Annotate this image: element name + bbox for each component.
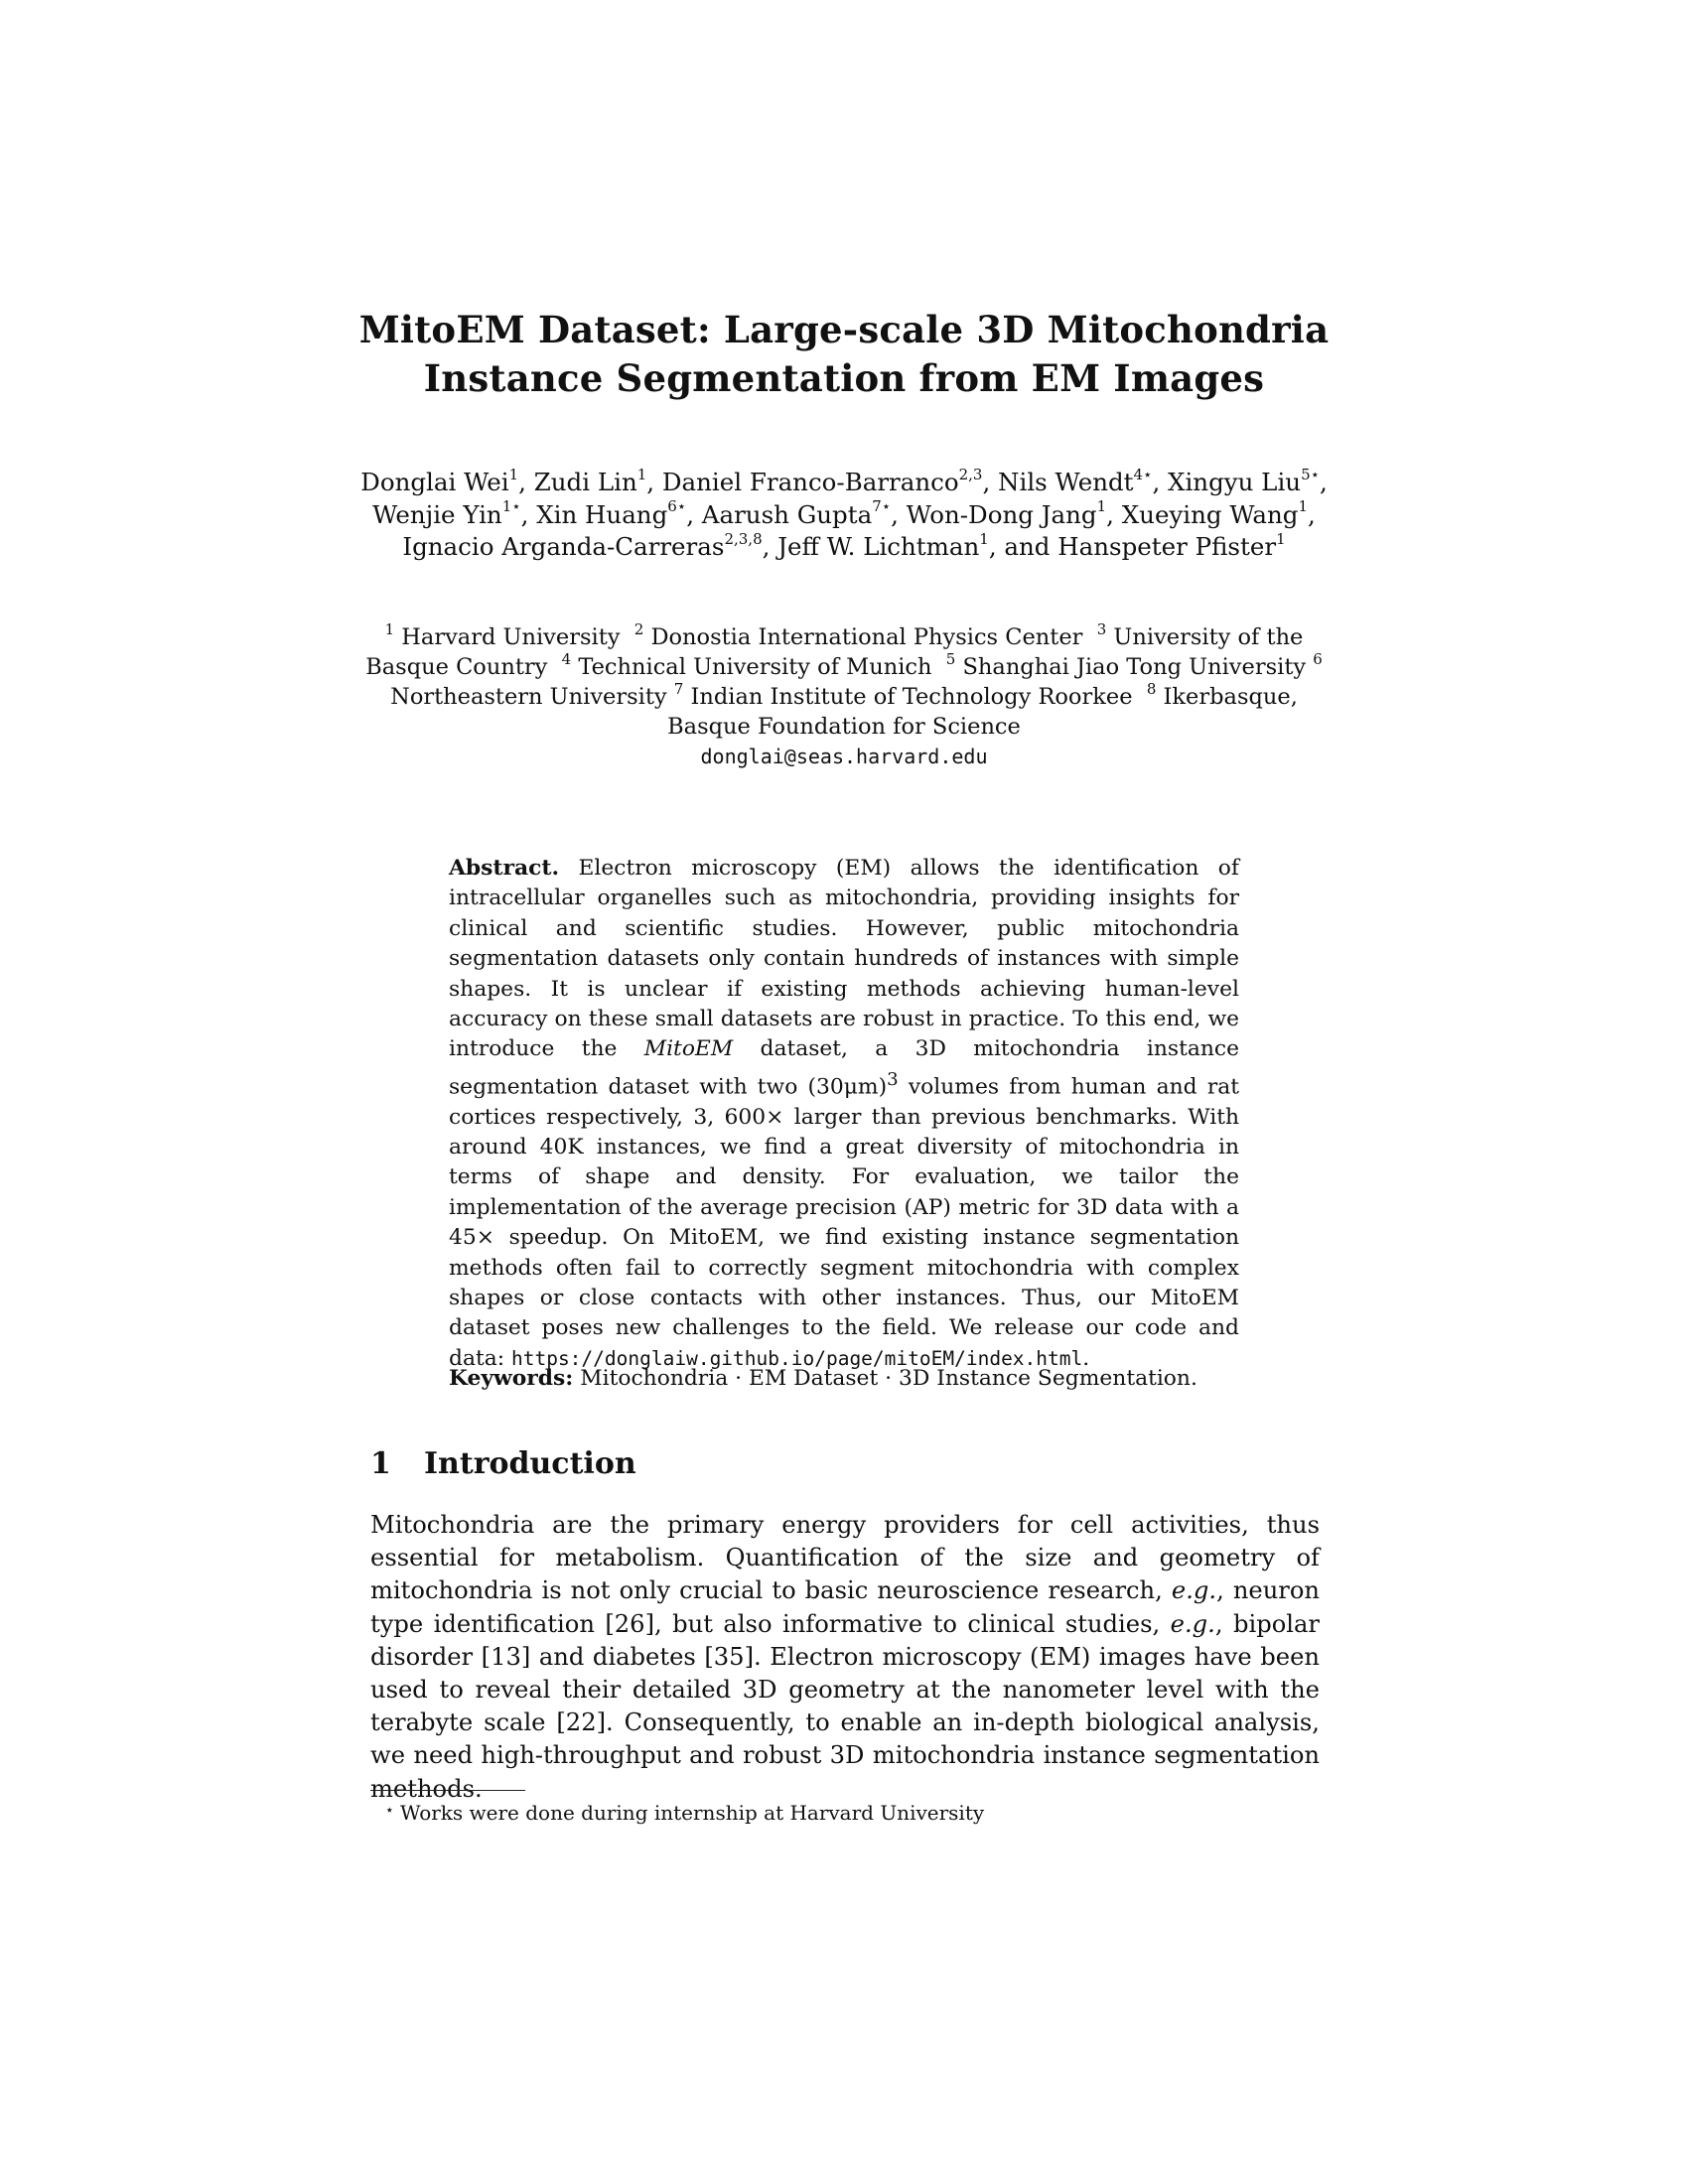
project-url-link[interactable]: https://donglaiw.github.io/page/mitoEM/index.html	[510, 1346, 1083, 1370]
affiliation-list	[357, 619, 1331, 771]
contact-email[interactable]: donglai@seas.harvard.edu	[700, 745, 988, 768]
author: Jeff W. Lichtman$^1$, and	[777, 529, 1058, 561]
affiliation: $^2$ Donostia International Physics Center	[633, 619, 1083, 650]
keywords-text: Mitochondria · EM Dataset · 3D Instance Segmentation.	[580, 1366, 1197, 1391]
author: Xingyu Liu$^{5⋆}$,	[1168, 465, 1328, 496]
intro-paragraph: Mitochondria are the primary energy providers for cell activities, thus essential for metabolism. Quantification of the size and geometry of mitochondria is not only crucial to basic neuroscience research, e.g., neuron type identification [26], but also informative to clinical studies, e.g., bipolar disorder [13] and diabetes [35]. Electron microscopy (EM) images have been used to reveal their detailed 3D geometry at the nanometer level with the terabyte scale [22]. Consequently, to enable an in-depth biological analysis, we need high-throughput and robust 3D mitochondria instance segmentation methods.	[370, 1511, 1320, 1803]
affiliation: $^3$ University of the Basque Country	[365, 619, 1304, 680]
footnote-text: Works were done during internship at Harvard University	[400, 1801, 985, 1825]
author: Donglai Wei$^1$,	[360, 465, 534, 496]
abstract-text: Electron microscopy (EM) allows the identification of intracellular organelles such as mitochondria, providing insights for clinical and scientific studies. However, public mitochondria segmentation datasets only contain hundreds of instances with simple shapes. It is unclear if existing methods achieving human-level accuracy on these small datasets are robust in practice. To this end, we introduce the	[449, 856, 1239, 1062]
keywords	[449, 1364, 1239, 1394]
author: Hanspeter Pfister$^1$	[1057, 529, 1286, 561]
author: Won-Dong Jang$^1$,	[906, 497, 1122, 529]
title-line-1: MitoEM Dataset: Large-scale 3D Mitochondria	[358, 308, 1330, 351]
affiliation: $^6$ Northeastern University	[390, 649, 1323, 710]
affiliation: $^4$ Technical University of Munich	[561, 649, 932, 680]
author: Xin Huang$^{6⋆}$,	[536, 497, 702, 529]
section-title: Introduction	[424, 1446, 636, 1481]
paper-title	[298, 306, 1390, 403]
author: Zudi Lin$^1$,	[533, 465, 662, 496]
affiliation: $^1$ Harvard University	[384, 619, 621, 650]
affiliation: $^8$ Ikerbasque, Basque Foundation for Science	[667, 679, 1298, 740]
footnote-mark: ⋆	[384, 1801, 394, 1819]
affiliation: $^5$ Shanghai Jiao Tong University	[945, 649, 1307, 680]
author: Daniel Franco-Barranco$^{2,3}$,	[661, 465, 999, 496]
abstract-label: Abstract.	[449, 856, 560, 881]
abstract-text: dataset, a 3D mitochondria instance segmentation dataset with two (30μm)	[449, 1036, 1239, 1100]
superscript: 3	[887, 1068, 899, 1090]
author-list	[357, 467, 1331, 564]
author: Nils Wendt$^{4⋆}$,	[998, 465, 1169, 496]
footnote-rule	[370, 1790, 525, 1791]
title-line-2: Instance Segmentation from EM Images	[423, 356, 1265, 400]
section-heading	[370, 1444, 1264, 1484]
keywords-label: Keywords:	[449, 1366, 574, 1391]
author: Ignacio Arganda-Carreras$^{2,3,8}$,	[402, 529, 778, 561]
dataset-name: MitoEM	[643, 1036, 734, 1062]
abstract-text: volumes from human and rat cortices respectively, 3, 600× larger than previous benchmarks. With around 40K instances, we find a great diversity of mitochondria in terms of shape and density. For evaluation, we tailor the implementation of the average precision (AP) metric for 3D data with a 45× speedup. On MitoEM, we find existing instance segmentation methods often fail to correctly segment mitochondria with complex shapes or close contacts with other instances. Thus, our MitoEM dataset poses new challenges to the field. We release our code and data:	[449, 1074, 1239, 1371]
section-number: 1	[370, 1446, 391, 1481]
footnote	[370, 1799, 1264, 1829]
affiliation: $^7$ Indian Institute of Technology Roorkee	[673, 679, 1133, 710]
author: Aarush Gupta$^{7⋆}$,	[701, 497, 907, 529]
author: Wenjie Yin$^{1⋆}$,	[372, 497, 537, 529]
abstract: Abstract. Electron microscopy (EM) allows the identification of intracellular organelles such as mitochondria, providing insights for clinical and scientific studies. However, public mitochondria segmentation datasets only contain hundreds of instances with simple shapes. It is unclear if existing methods achieving human-level accuracy on these small datasets are robust in practice. To this end, we introduce the MitoEM dataset, a 3D mitochondria instance segmentation dataset with two $(30\mu m)^3$ volumes from human and rat cortices respectively, 3, 600× larger than previous benchmarks. With around 40K instances, we find a great diversity of mitochondria in terms of shape and density. For evaluation, we tailor the implementation of the average precision (AP) metric for 3D data with a 45× speedup. On MitoEM, we find existing instance segmentation methods often fail to correctly segment mitochondria with complex shapes or close contacts with other instances. Thus, our MitoEM dataset poses new challenges to the field. We release our code and data: https://donglaiw.github.io/page/mitoEM/index.html.	[449, 856, 1239, 1371]
author: Xueying Wang$^1$,	[1121, 497, 1316, 529]
